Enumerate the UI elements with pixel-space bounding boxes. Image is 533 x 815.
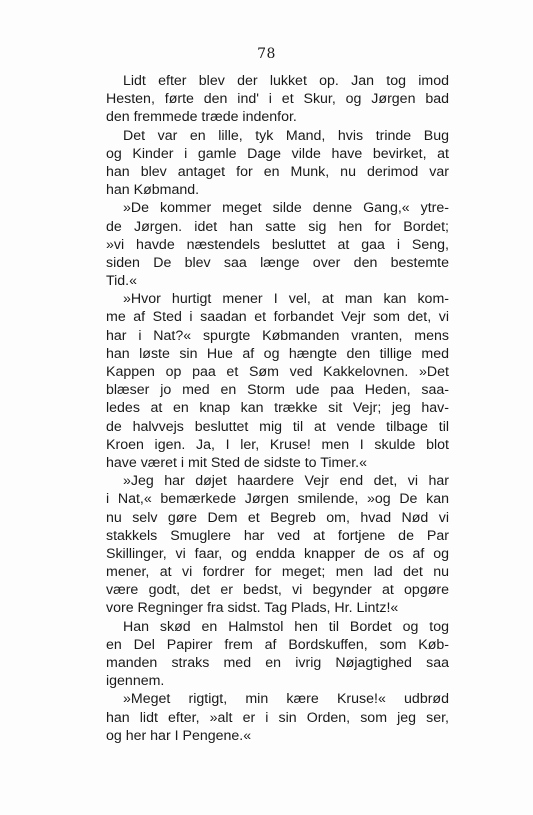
text-line: Skillinger, vi faar, og endda knapper de os af og <box>106 545 449 562</box>
text-line: han løste sin Hue af og hængte den tillige med <box>106 345 449 362</box>
text-line: de halvvejs besluttet mig til at vende tilbage til <box>106 418 449 435</box>
text-line: »De kommer meget silde denne Gang,« ytre- <box>123 200 449 217</box>
text-line: de Jørgen. idet han satte sig hen for Bordet; <box>106 218 449 235</box>
text-line: Han skød en Halmstol hen til Bordet og tog <box>123 618 449 635</box>
text-line: me af Sted i saadan et forbandet Vejr som det, vi <box>106 309 449 326</box>
text-line: igennem. <box>106 673 165 690</box>
text-line: Kappen op paa et Søm ved Kakkelovnen. »Det <box>106 364 449 380</box>
text-line: vore Regninger fra sidst. Tag Plads, Hr. Lintz!« <box>106 600 399 617</box>
text-line: han blev antaget for en Munk, nu derimod var <box>106 163 449 180</box>
text-line: Det var en lille, tyk Mand, hvis trinde Bug <box>123 127 449 144</box>
text-line: Kroen igen. Ja, I ler, Kruse! men I skulde blot <box>106 436 449 453</box>
text-line: have været i mit Sted de sidste to Timer.« <box>106 454 368 471</box>
text-line: den fremmede træde indenfor. <box>106 109 297 126</box>
text-line: være godt, det er bedst, vi begynder at opgøre <box>106 582 449 599</box>
text-line: en Del Papirer frem af Bordskuffen, som Køb- <box>106 636 449 653</box>
text-line: »Meget rigtigt, min kære Kruse!« udbrød <box>123 691 449 708</box>
text-line: siden De blev saa længe over den bestemte <box>106 254 449 271</box>
text-line: manden straks med en ivrig Nøjagtighed saa <box>106 655 449 671</box>
text-line: »Hvor hurtigt mener I vel, at man kan kom- <box>123 291 449 308</box>
text-line: Hesten, førte den ind' i et Skur, og Jørgen bad <box>106 91 449 108</box>
text-line: stakkels Smuglere har ved at fortjene de Par <box>106 527 449 544</box>
text-line: nu selv gøre Dem et Begreb om, hvad Nød vi <box>106 509 449 526</box>
text-line: »Jeg har døjet haardere Vejr end det, vi har <box>123 473 449 490</box>
text-line: Tid.« <box>106 273 138 290</box>
body-text <box>106 72 449 745</box>
text-line: han lidt efter, »alt er i sin Orden, som jeg ser, <box>106 709 449 726</box>
text-line: i Nat,« bemærkede Jørgen smilende, »og De kan <box>106 491 449 508</box>
text-line: Lidt efter blev der lukket op. Jan tog imod <box>123 73 449 89</box>
text-line: og her har I Pengene.« <box>106 727 252 744</box>
text-line: og Kinder i gamle Dage vilde have bevirket, at <box>106 145 449 162</box>
text-line: han Købmand. <box>106 182 200 199</box>
text-line: blæser jo med en Storm ude paa Heden, saa- <box>106 382 449 399</box>
page-number: 78 <box>257 46 276 62</box>
text-line: har i Nat?« spurgte Købmanden vranten, mens <box>106 327 449 344</box>
text-line: ledes at en knap kan trække sit Vejr; jeg hav- <box>106 400 449 417</box>
text-line: mener, at vi fordrer for meget; men lad det nu <box>106 564 449 581</box>
text-line: »vi havde næstendels besluttet at gaa i Seng, <box>106 236 449 253</box>
